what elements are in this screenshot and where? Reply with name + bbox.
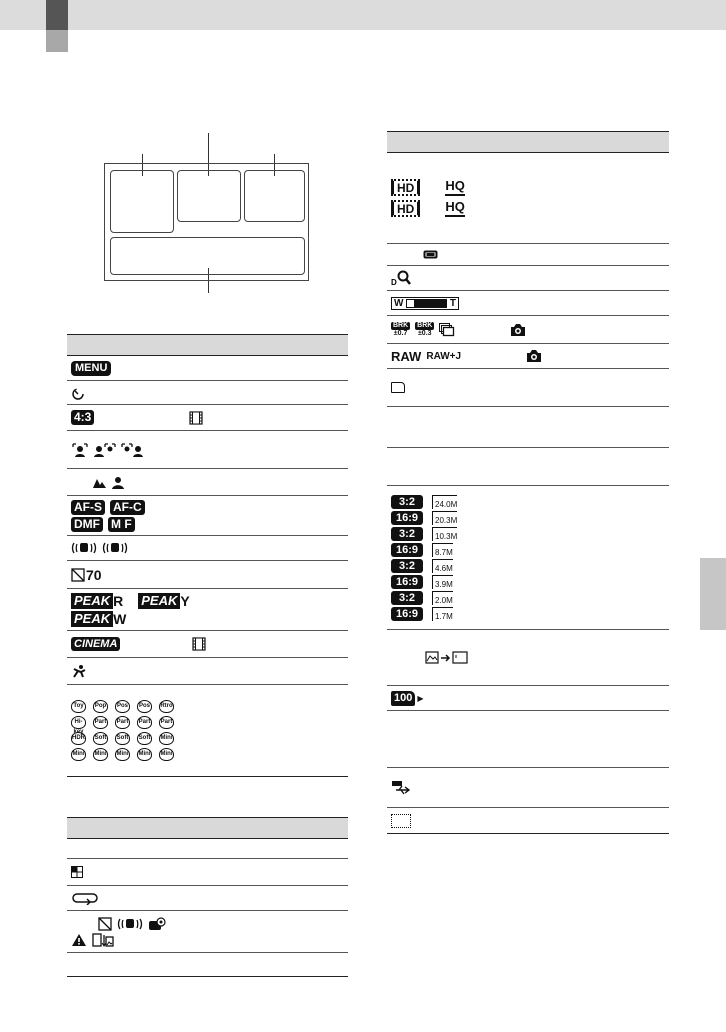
menu-icon: MENU: [71, 361, 111, 376]
peaking-yellow-label: Y: [180, 592, 190, 609]
card-data-warning-icon: [92, 933, 114, 947]
peaking-icon: PEAK: [71, 611, 113, 627]
table-row: [67, 356, 348, 381]
face-detection-on-icon: [94, 442, 116, 458]
bottom-indicators-table: [67, 817, 348, 977]
warning-icon: [71, 933, 87, 947]
picture-effect-high-key-icon: Hi-key: [71, 716, 86, 729]
peaking-white-label: W: [113, 610, 127, 627]
peaking-red-label: R: [113, 592, 124, 609]
nd-filter-icon: [71, 568, 85, 582]
index-view-icon: [71, 866, 83, 878]
face-detection-registered-icon: [121, 442, 143, 458]
table-row: [387, 153, 669, 244]
manual-focus-icon: M F: [108, 517, 135, 532]
steadyshot-off-icon: [71, 541, 97, 555]
picture-effect-miniature-mid-v-icon: Mini: [159, 748, 174, 761]
table-row: [387, 711, 669, 768]
dmf-focus-icon: DMF: [71, 517, 103, 532]
usb-connection-icon: [391, 780, 411, 796]
bracket-0-7-icon: BRK ±0.7: [393, 321, 409, 337]
raw-jpeg-format-icon: RAW+J: [426, 350, 462, 362]
diagram-area-upper-right: [244, 170, 305, 222]
table-row: [387, 768, 669, 808]
picture-effect-miniature-bottom-icon: Mini: [115, 748, 130, 761]
table-row: [387, 369, 669, 407]
image-size-icon: 10.3M: [432, 527, 457, 541]
aspect-ratio-3-2-icon: 3:2: [391, 527, 423, 541]
picture-effect-miniature-top-icon: Mini: [71, 748, 86, 761]
diagram-area-upper-left: [110, 170, 174, 233]
aspect-ratio-4-3-icon: 4:3: [71, 410, 94, 425]
table-header: [67, 335, 348, 356]
image-to-card-icon: [425, 650, 469, 666]
picture-effect-soft-low-icon: Soft: [93, 732, 108, 745]
picture-effect-miniature-mid-h-icon: Mini: [93, 748, 108, 761]
upper-left-indicators-table: [67, 334, 348, 777]
hq-quality-icon: HQ: [445, 201, 465, 217]
picture-effect-retro-icon: Rtro: [159, 700, 174, 713]
peaking-icon: PEAK: [138, 593, 180, 609]
picture-effect-partial-blue-icon: Part: [137, 716, 152, 729]
table-row: [387, 344, 669, 369]
picture-effect-partial-red-icon: Part: [93, 716, 108, 729]
zoom-bar-fill: [406, 299, 446, 308]
table-row: [67, 405, 348, 431]
table-row: [67, 631, 348, 658]
bracket-0-3-icon: BRK ±0.3: [417, 321, 433, 337]
peaking-icon: PEAK: [71, 593, 113, 609]
table-row: [387, 316, 669, 344]
table-row: [387, 407, 669, 448]
nd-filter-icon: [98, 917, 112, 931]
aspect-ratio-3-2-icon: 3:2: [391, 591, 423, 605]
image-size-icon: 1.7M: [432, 607, 453, 621]
image-size-icon: 4.6M: [432, 559, 453, 573]
table-row: [67, 561, 348, 589]
hd-recording-icon: HD: [391, 200, 420, 217]
table-row: [67, 381, 348, 405]
self-timer-icon: [71, 386, 85, 400]
svg-text:D: D: [391, 278, 397, 286]
chapter-tab-dark: [46, 0, 68, 30]
picture-effect-posterization-color-icon: Pos: [115, 700, 130, 713]
movie-film-icon: [192, 637, 206, 651]
zoom-wide-label: W: [394, 297, 404, 309]
af-s-focus-icon: AF-S: [71, 500, 105, 515]
battery-icon: [423, 250, 439, 259]
folder-number-icon: 100: [391, 691, 415, 706]
face-detection-off-icon: [71, 442, 89, 458]
table-row: [67, 589, 348, 631]
camera-warning-icon: [148, 917, 166, 931]
aspect-ratio-3-2-icon: 3:2: [391, 495, 423, 509]
image-size-icon: 20.3M: [432, 511, 457, 525]
zoom-bar-icon: [391, 297, 459, 310]
folder-arrow-icon: ▶: [417, 693, 424, 703]
raw-format-icon: RAW: [391, 348, 422, 364]
screen-layout-diagram: [104, 163, 309, 281]
still-camera-icon: [526, 349, 542, 363]
aspect-ratio-16-9-icon: 16:9: [391, 575, 423, 589]
focus-area-icon: [391, 814, 411, 828]
zoom-tele-label: T: [449, 297, 456, 309]
picture-effect-soft-mid-icon: Soft: [115, 732, 130, 745]
hq-quality-icon: HQ: [445, 180, 465, 196]
chapter-tab-light: [46, 30, 68, 52]
movie-film-icon: [189, 411, 203, 425]
cinematone-icon: CINEMA: [71, 637, 120, 651]
aspect-ratio-16-9-icon: 16:9: [391, 511, 423, 525]
nd-filter-value: 70: [86, 566, 102, 583]
table-row: [387, 486, 669, 630]
landscape-scene-icon: [93, 476, 107, 488]
table-row: [387, 448, 669, 486]
table-row: [387, 686, 669, 711]
image-size-icon: 8.7M: [432, 543, 453, 557]
image-size-icon: 24.0M: [432, 495, 457, 509]
table-row: [387, 630, 669, 686]
upper-right-indicators-table: [387, 131, 669, 834]
side-index-tab: [700, 558, 726, 630]
table-row: [387, 266, 669, 291]
picture-effect-pop-icon: Pop: [93, 700, 108, 713]
diagram-area-upper-center: [177, 170, 241, 222]
aspect-ratio-16-9-icon: 16:9: [391, 607, 423, 621]
table-row: [67, 839, 348, 859]
digital-zoom-icon: [391, 270, 411, 286]
image-size-icon: 2.0M: [432, 591, 453, 605]
picture-effect-miniature-auto-icon: Mini: [159, 732, 174, 745]
table-row: [67, 431, 348, 469]
golf-shot-icon: [71, 664, 87, 678]
table-row: [387, 291, 669, 316]
table-row: [67, 469, 348, 496]
table-row: [67, 911, 348, 953]
diagram-area-bottom: [110, 237, 305, 275]
picture-effect-toy-icon: Toy: [71, 700, 86, 713]
picture-effect-partial-green-icon: Part: [115, 716, 130, 729]
table-row: [67, 496, 348, 536]
table-header: [67, 818, 348, 839]
steadyshot-active-icon: [102, 541, 128, 555]
page-header-bar: [0, 0, 726, 30]
table-row: [67, 886, 348, 911]
aspect-ratio-3-2-icon: 3:2: [391, 559, 423, 573]
portrait-scene-icon: [112, 476, 124, 489]
table-row: [67, 859, 348, 886]
still-camera-icon: [510, 323, 526, 337]
picture-effect-soft-high-icon: Soft: [137, 732, 152, 745]
table-row: [67, 953, 348, 977]
aspect-ratio-16-9-icon: 16:9: [391, 543, 423, 557]
table-row: [387, 244, 669, 266]
table-row: [67, 685, 348, 777]
memory-card-icon: [391, 382, 405, 393]
table-row: [67, 536, 348, 561]
picture-effect-partial-yellow-icon: Part: [159, 716, 174, 729]
picture-effect-posterization-bw-icon: Pos: [137, 700, 152, 713]
af-c-focus-icon: AF-C: [110, 500, 145, 515]
image-size-icon: 3.9M: [432, 575, 453, 589]
table-row: [387, 808, 669, 834]
picture-effect-miniature-left-icon: Mini: [137, 748, 152, 761]
picture-effect-hdr-icon: HDR: [71, 732, 86, 745]
table-header: [387, 132, 669, 153]
table-row: [67, 658, 348, 685]
playback-loop-icon: [71, 891, 99, 905]
camera-shake-warning-icon: [117, 917, 143, 931]
hd-recording-icon: HD: [391, 179, 420, 196]
continuous-shooting-icon: [439, 323, 455, 337]
